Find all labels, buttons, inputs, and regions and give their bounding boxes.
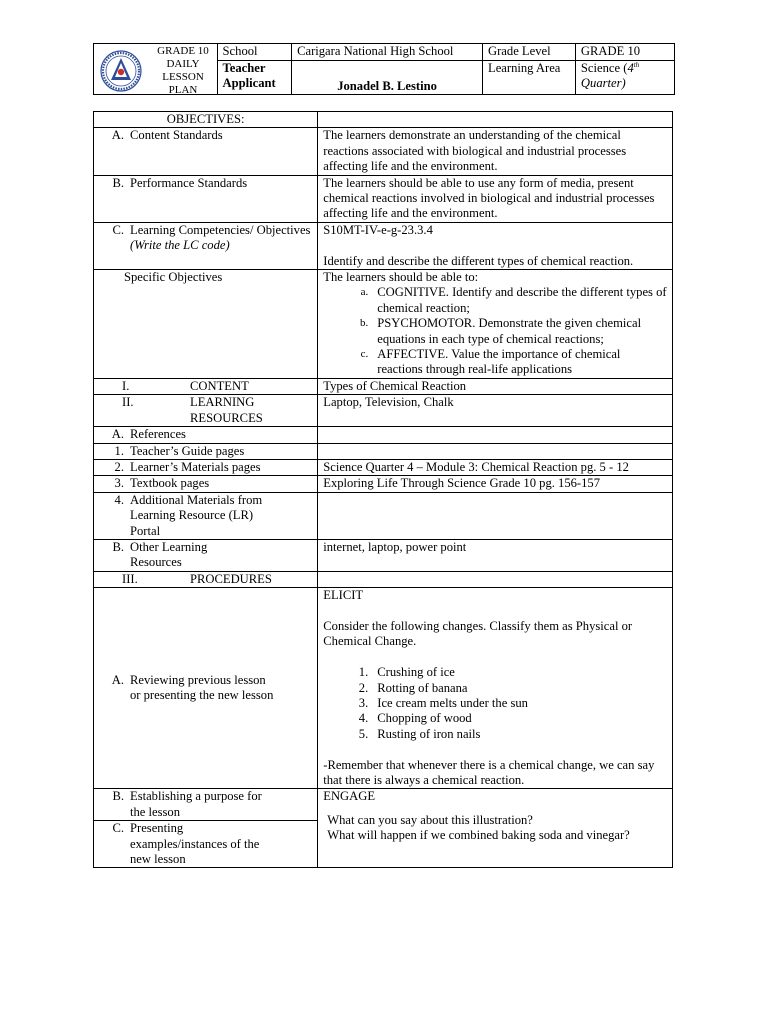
engage-question-2: What will happen if we combined baking soda and vinegar? bbox=[327, 828, 630, 843]
competencies-note: (Write the LC code) bbox=[130, 238, 230, 253]
list-item: 1. Crushing of ice bbox=[358, 665, 455, 680]
engage-title: ENGAGE bbox=[323, 789, 376, 804]
content-standards-value: The learners demonstrate an understanding of the chemical reactions associated with biological and industrial processes affecting life and the environment. bbox=[318, 128, 673, 175]
elicit-cell bbox=[318, 588, 673, 789]
list-item: 4. Chopping of wood bbox=[358, 711, 472, 726]
list-item: 3. Ice cream melts under the sun bbox=[358, 695, 528, 710]
list-item: 5. Rusting of iron nails bbox=[358, 726, 481, 741]
other-resources-label: B. Other Learning Resources bbox=[94, 539, 318, 571]
grade-level-value: GRADE 10 bbox=[575, 44, 674, 61]
performance-standards-value: The learners should be able to use any form of media, present chemical reactions involved in biological and industrial processes affecting life and the environment. bbox=[318, 175, 673, 222]
header-logo-cell bbox=[94, 44, 218, 95]
elicit-note: -Remember that whenever there is a chemical change, we can say that there is always a chemical reaction. bbox=[323, 757, 655, 787]
competencies-label: C. Learning Competencies/ Objectives (Write the LC code) bbox=[94, 222, 318, 269]
engage-question-1: What can you say about this illustration? bbox=[327, 812, 533, 827]
elicit-instruction: Consider the following changes. Classify them as Physical or Chemical Change. bbox=[323, 618, 633, 649]
school-value: Carigara National High School bbox=[292, 44, 483, 61]
grade-level-label: Grade Level bbox=[483, 44, 576, 61]
list-item: c. AFFECTIVE. Value the importance of chemical reactions through real-life applications bbox=[360, 347, 621, 377]
procedures-value bbox=[318, 571, 673, 587]
learning-area-label: Learning Area bbox=[483, 61, 576, 95]
textbook-pages-value: Exploring Life Through Science Grade 10 pg. 156-157 bbox=[318, 476, 673, 492]
teachers-guide-value bbox=[318, 443, 673, 459]
list-item: a. COGNITIVE. Identify and describe the different types of chemical reaction; bbox=[360, 285, 667, 315]
textbook-pages-label: 3. Textbook pages bbox=[94, 476, 318, 492]
performance-standards-label: B. Performance Standards bbox=[94, 175, 318, 222]
procedures-label: III. PROCEDURES bbox=[94, 571, 318, 587]
reviewing-label: A. Reviewing previous lesson or presenting the new lesson bbox=[94, 588, 318, 789]
lesson-plan-table bbox=[93, 111, 673, 868]
learning-area-value: Science (4th Quarter) bbox=[575, 61, 674, 95]
content-standards-label: A. Content Standards bbox=[94, 128, 318, 175]
learning-resources-value: Laptop, Television, Chalk bbox=[318, 395, 673, 427]
list-item: b. PSYCHOMOTOR. Demonstrate the given chemical equations in each type of chemical reactions; bbox=[360, 316, 642, 346]
additional-materials-label: 4. Additional Materials from Learning Resource (LR) Portal bbox=[94, 492, 318, 539]
header-table bbox=[93, 43, 675, 95]
content-value: Types of Chemical Reaction bbox=[318, 378, 673, 394]
content-label: I. CONTENT bbox=[94, 378, 318, 394]
other-resources-value: internet, laptop, power point bbox=[318, 539, 673, 571]
presenting-label: C. Presenting examples/instances of the new lesson bbox=[94, 821, 318, 868]
additional-materials-value bbox=[318, 492, 673, 539]
teachers-guide-label: 1. Teacher’s Guide pages bbox=[94, 443, 318, 459]
objectives-heading: OBJECTIVES: bbox=[94, 112, 318, 128]
elicit-list bbox=[323, 665, 667, 742]
elicit-title: ELICIT bbox=[323, 588, 364, 603]
lc-code: S10MT-IV-e-g-23.3.4 bbox=[323, 222, 433, 237]
list-item: 2. Rotting of banana bbox=[358, 680, 468, 695]
school-label: School bbox=[217, 44, 292, 61]
objectives-heading-right bbox=[318, 112, 673, 128]
purpose-label: B. Establishing a purpose for the lesson bbox=[94, 789, 318, 821]
references-value bbox=[318, 427, 673, 443]
competency-text: Identify and describe the different types of chemical reaction. bbox=[323, 253, 634, 268]
learners-materials-label: 2. Learner’s Materials pages bbox=[94, 459, 318, 475]
specific-objectives-list bbox=[323, 285, 667, 377]
specific-objectives-value: The learners should be able to: a. COGNITIVE. Identify and describe the different types of chemical reaction; b. PSYCHOMOTOR. Demonstrate the given chemical equations in each type of chemical reactions; c. AFFECTIVE. Value the importance of chemical reactions through real-life applications bbox=[318, 270, 673, 379]
learners-materials-value: Science Quarter 4 – Module 3: Chemical Reaction pg. 5 - 12 bbox=[318, 459, 673, 475]
specific-objectives-label: Specific Objectives bbox=[94, 270, 318, 379]
references-label: A. References bbox=[94, 427, 318, 443]
teacher-label: Teacher Applicant bbox=[217, 61, 292, 95]
deped-seal-icon bbox=[100, 50, 142, 92]
engage-cell bbox=[318, 789, 673, 868]
learning-resources-label: II. LEARNING RESOURCES bbox=[94, 395, 318, 427]
teacher-value: Jonadel B. Lestino bbox=[292, 61, 483, 95]
dll-title: GRADE 10 DAILY LESSON PLAN bbox=[157, 45, 209, 96]
competencies-value bbox=[318, 222, 673, 269]
